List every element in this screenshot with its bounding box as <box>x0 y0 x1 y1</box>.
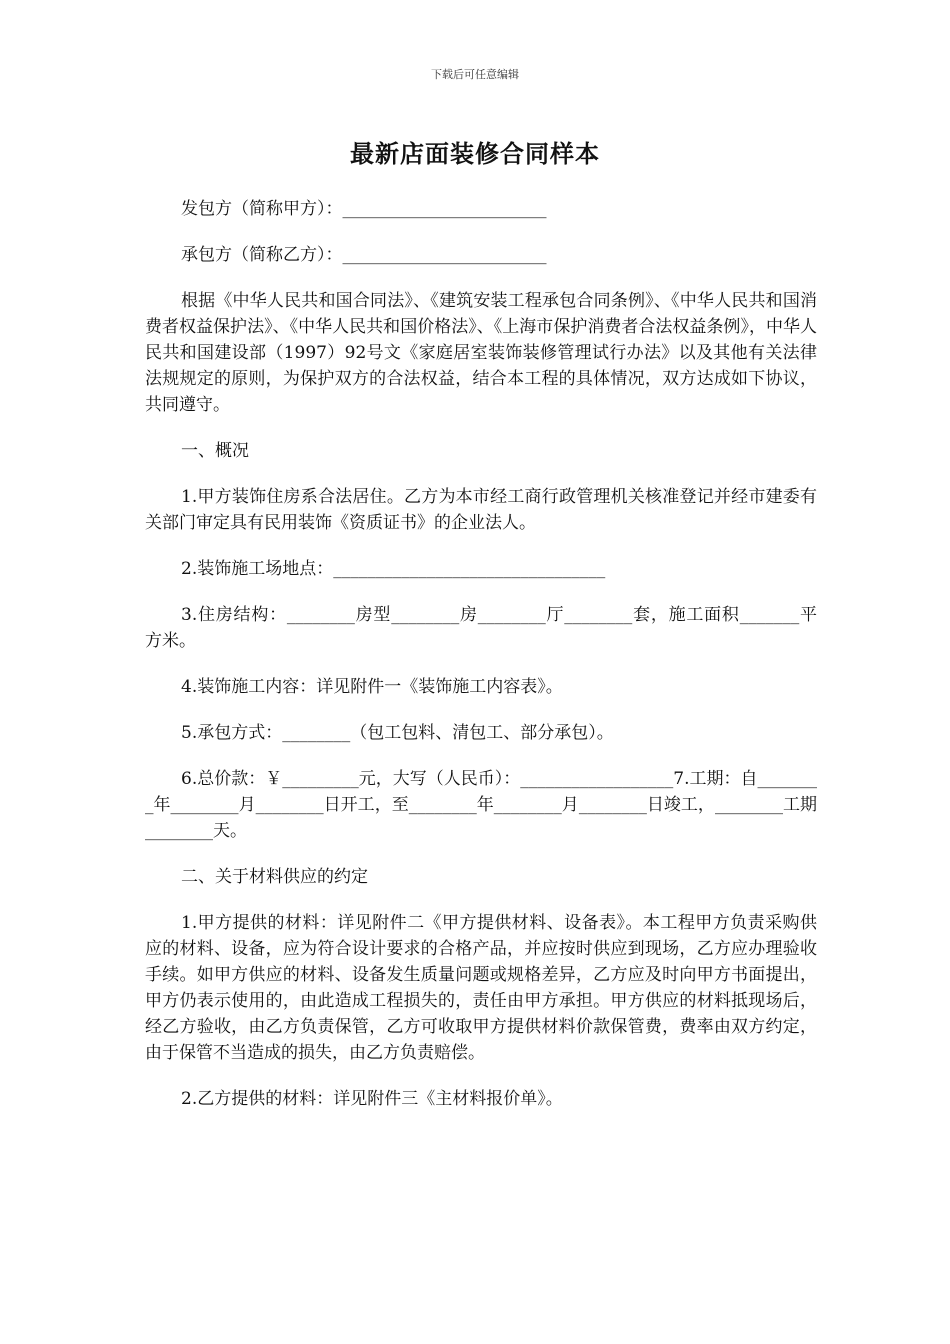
clause-1-5: 5.承包方式：________（包工包料、清包工、部分承包）。 <box>181 723 614 743</box>
header-note: 下载后可任意编辑 <box>431 68 519 81</box>
document-title: 最新店面装修合同样本 <box>350 139 600 168</box>
party-b-line: 承包方（简称乙方）：________________________ <box>181 245 547 265</box>
section-heading-overview: 一、概况 <box>181 441 249 461</box>
section-heading-materials: 二、关于材料供应的约定 <box>181 867 368 887</box>
clause-2-2: 2.乙方提供的材料：详见附件三《主材料报价单》。 <box>181 1089 563 1109</box>
clause-1-6: 6.总价款：￥_________元，大写（人民币）：__________________7.工期：自________年________月________日开工，至________年________月________日竣工，________工期________天。 <box>145 769 817 841</box>
clause-2-1: 1.甲方提供的材料：详见附件二《甲方提供材料、设备表》。本工程甲方负责采购供应的材料、设备，应为符合设计要求的合格产品，并应按时供应到现场，乙方应办理验收手续。如甲方供应的材料、设备发生质量问题或规格差异，乙方应及时向甲方书面提出，甲方仍表示使用的，由此造成工程损失的，责任由甲方承担。甲方供应的材料抵现场后，经乙方验收，由乙方负责保管，乙方可收取甲方提供材料价款保管费，费率由双方约定，由于保管不当造成的损失，由乙方负责赔偿。 <box>145 913 817 1063</box>
clause-1-3: 3.住房结构：________房型________房________厅________套，施工面积_______平方米。 <box>145 605 817 651</box>
party-a-line: 发包方（简称甲方）：________________________ <box>181 199 547 219</box>
preamble-paragraph: 根据《中华人民共和国合同法》、《建筑安装工程承包合同条例》、《中华人民共和国消费者权益保护法》、《中华人民共和国价格法》、《上海市保护消费者合法权益条例》，中华人民共和国建设部（1997）92号文《家庭居室装饰装修管理试行办法》以及其他有关法律法规规定的原则，为保护双方的合法权益，结合本工程的具体情况，双方达成如下协议，共同遵守。 <box>145 291 817 415</box>
clause-1-4: 4.装饰施工内容：详见附件一《装饰施工内容表》。 <box>181 677 563 697</box>
clause-1-2: 2.装饰施工场地点：________________________________ <box>181 559 606 579</box>
document-body <box>145 196 817 1132</box>
clause-1-1: 1.甲方装饰住房系合法居住。乙方为本市经工商行政管理机关核准登记并经市建委有关部门审定具有民用装饰《资质证书》的企业法人。 <box>145 487 817 533</box>
